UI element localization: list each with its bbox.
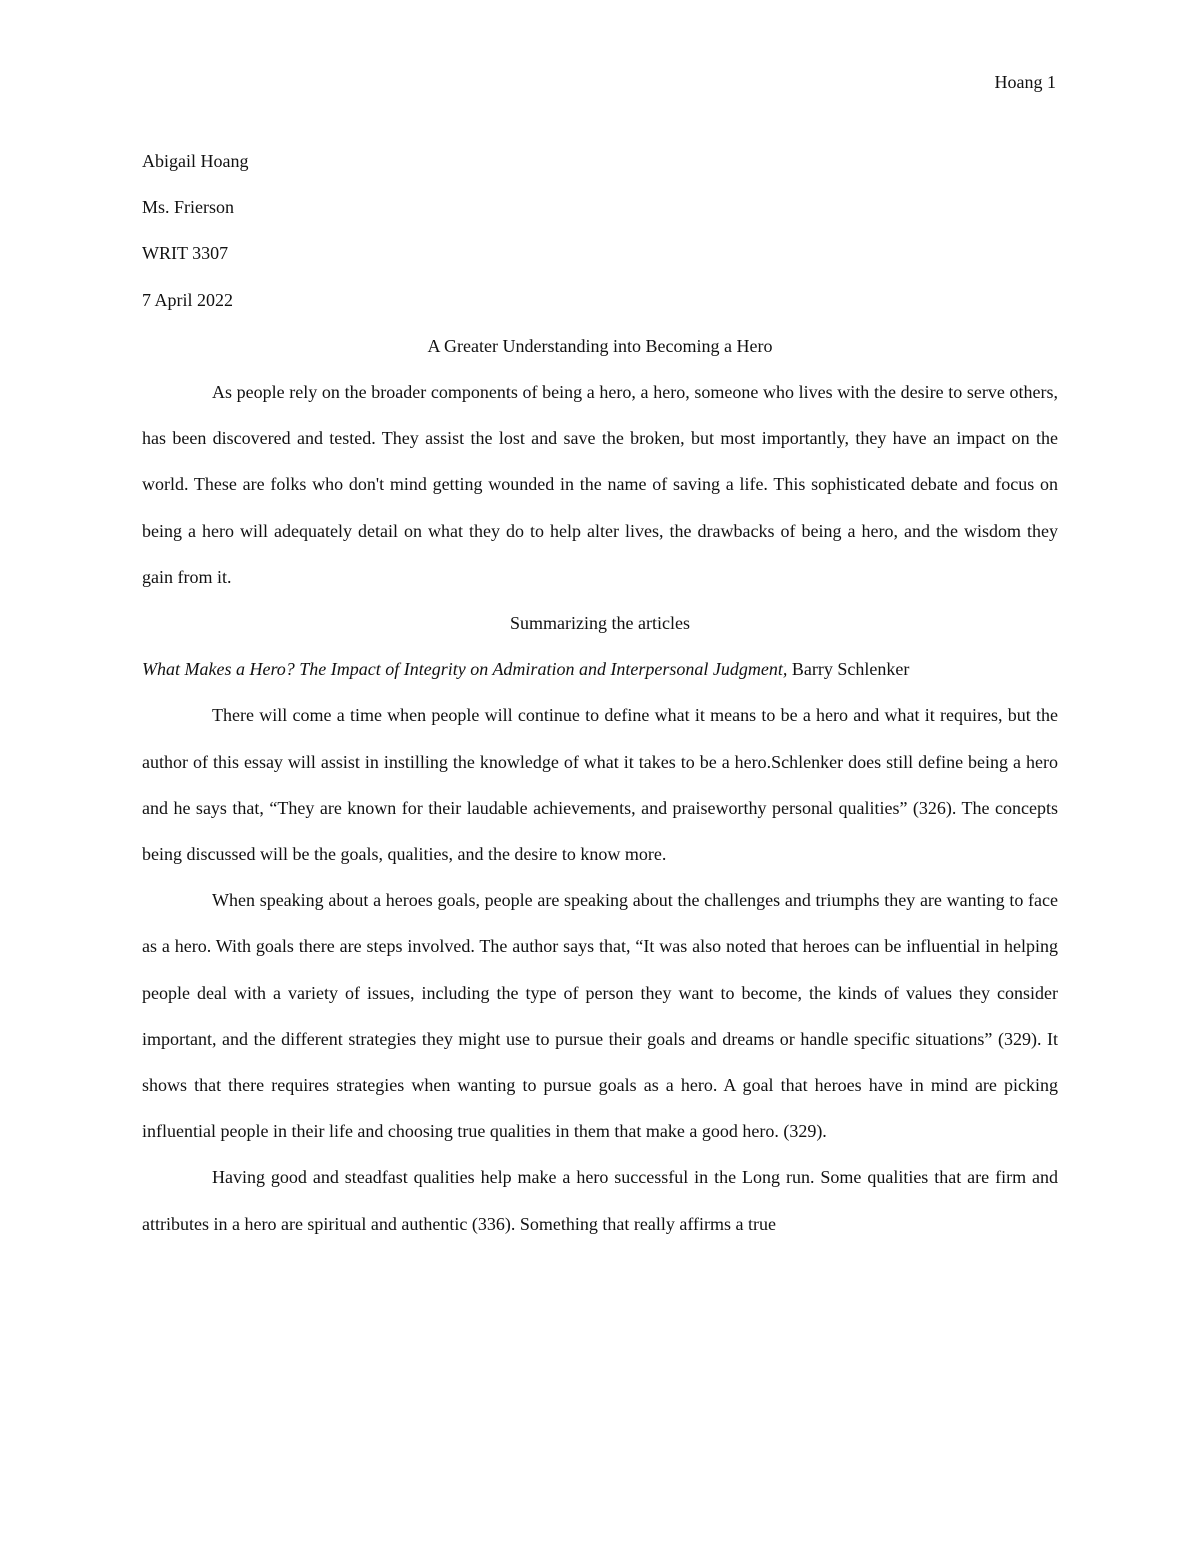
essay-date: 7 April 2022 xyxy=(142,289,234,310)
instructor-name: Ms. Frierson xyxy=(142,197,235,218)
section-heading: Summarizing the articles xyxy=(510,613,690,634)
body-paragraph-3: Having good and steadfast qualities help make a hero successful in the Long run. Some qualities that are firm and attributes in a hero are spiritual and authentic (336). Something that really affirms a true xyxy=(142,1167,1058,1234)
body-paragraph-1: There will come a time when people will continue to define what it means to be a hero and what it requires, but the author of this essay will assist in instilling the knowledge of what it takes to be a hero.Schlenker does still define being a hero and he says that, “They are known for their laudable achievements, and praiseworthy personal qualities” (326). The concepts being discussed will be the goals, qualities, and the desire to know more. xyxy=(142,705,1058,865)
article-citation xyxy=(142,646,1058,692)
course-name: WRIT 3307 xyxy=(142,243,229,264)
article-title: What Makes a Hero? The Impact of Integrity on Admiration and Interpersonal Judgment, xyxy=(142,659,788,680)
essay-title: A Greater Understanding into Becoming a Hero xyxy=(427,335,773,356)
article-author: Barry Schlenker xyxy=(787,659,910,680)
intro-paragraph: As people rely on the broader components of being a hero, a hero, someone who lives with the desire to serve others, has been discovered and tested. They assist the lost and save the broken, but most importantly, they have an impact on the world. These are folks who don't mind getting wounded in the name of saving a life. This sophisticated debate and focus on being a hero will adequately detail on what they do to help alter lives, the drawbacks of being a hero, and the wisdom they gain from it. xyxy=(142,382,1058,587)
student-name: Abigail Hoang xyxy=(142,151,249,171)
document-body xyxy=(142,138,1058,1247)
running-head: Hoang 1 xyxy=(994,72,1056,92)
body-paragraph-2: When speaking about a heroes goals, people are speaking about the challenges and triumphs they are wanting to face as a hero. With goals there are steps involved. The author says that, “It was also noted that heroes can be influential in helping people deal with a variety of issues, including the type of person they want to become, the kinds of values they consider important, and the different strategies they might use to pursue their goals and dreams or handle specific situations” (329). It shows that there requires strategies when wanting to pursue goals as a hero. A goal that heroes have in mind are picking influential people in their life and choosing true qualities in them that make a good hero. (329). xyxy=(142,890,1058,1142)
